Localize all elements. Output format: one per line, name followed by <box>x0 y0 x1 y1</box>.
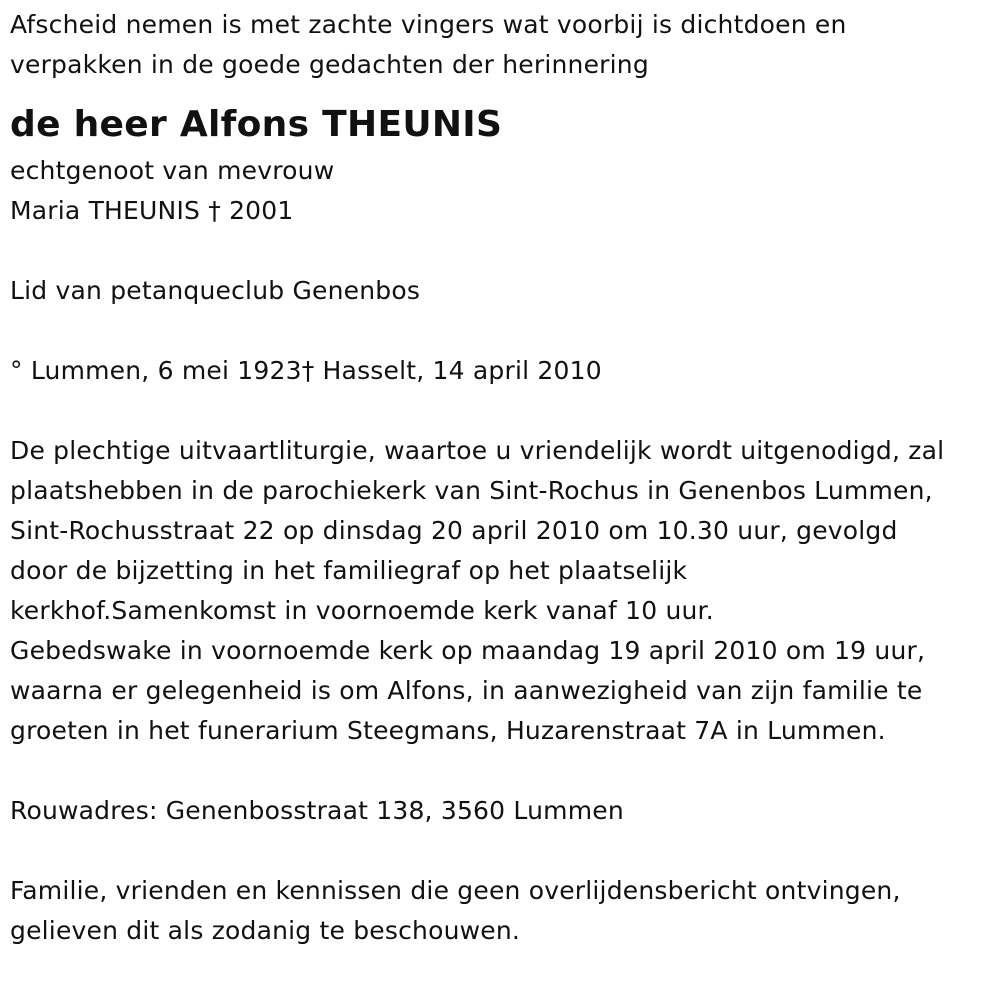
funeral-line: Sint-Rochusstraat 22 op dinsdag 20 april 2010 om 10.30 uur, gevolgd <box>10 516 898 545</box>
spacer <box>10 751 995 791</box>
spouse-line-2: Maria THEUNIS † 2001 <box>10 196 294 225</box>
funeral-line: door de bijzetting in het familiegraf op het plaatselijk <box>10 556 688 585</box>
mourning-address: Rouwadres: Genenbosstraat 138, 3560 Lummen <box>10 796 624 825</box>
spacer <box>10 311 995 351</box>
deceased-name: de heer Alfons THEUNIS <box>10 104 503 145</box>
closing-line-2: gelieven dit als zodanig te beschouwen. <box>10 916 521 945</box>
spacer <box>10 831 995 871</box>
intro-line-2: verpakken in de goede gedachten der herinnering <box>10 50 649 79</box>
spacer <box>10 391 995 431</box>
spouse-line-1: echtgenoot van mevrouw <box>10 156 335 185</box>
intro-quote <box>10 5 995 85</box>
funeral-line: Gebedswake in voornoemde kerk op maandag 19 april 2010 om 19 uur, <box>10 636 926 665</box>
funeral-line: waarna er gelegenheid is om Alfons, in aanwezigheid van zijn familie te <box>10 676 923 705</box>
birth-death-line: ° Lummen, 6 mei 1923† Hasselt, 14 april 2010 <box>10 356 602 385</box>
funeral-line: groeten in het funerarium Steegmans, Huzarenstraat 7A in Lummen. <box>10 716 886 745</box>
funeral-line: kerkhof.Samenkomst in voornoemde kerk vanaf 10 uur. <box>10 596 714 625</box>
closing-line-1: Familie, vrienden en kennissen die geen overlijdensbericht ontvingen, <box>10 876 901 905</box>
funeral-line: De plechtige uitvaartliturgie, waartoe u vriendelijk wordt uitgenodigd, zal <box>10 436 945 465</box>
obituary-notice <box>10 5 995 951</box>
funeral-details <box>10 431 995 751</box>
closing-note <box>10 871 995 951</box>
spouse-info <box>10 151 995 231</box>
funeral-line: plaatshebben in de parochiekerk van Sint-Rochus in Genenbos Lummen, <box>10 476 933 505</box>
spacer <box>10 231 995 271</box>
intro-line-1: Afscheid nemen is met zachte vingers wat voorbij is dichtdoen en <box>10 10 847 39</box>
membership-line: Lid van petanqueclub Genenbos <box>10 276 421 305</box>
